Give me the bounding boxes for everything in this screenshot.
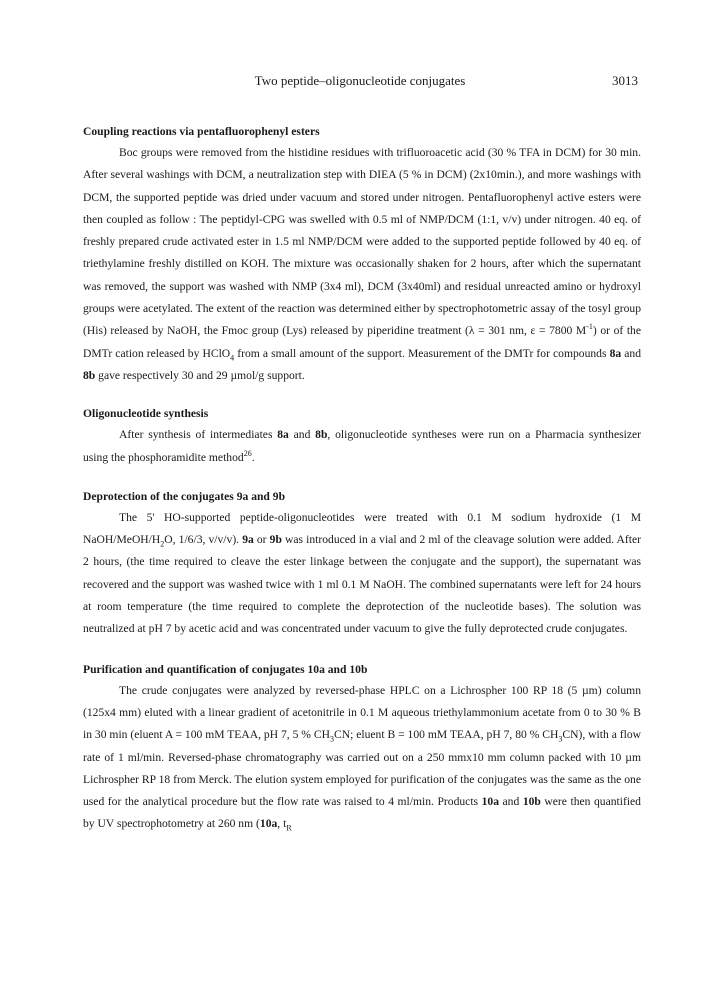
text-run: . bbox=[251, 450, 255, 464]
section-heading: Deprotection of the conjugates 9a and 9b bbox=[83, 489, 286, 503]
text-run: was introduced in a vial and 2 ml of the cleavage solution were added. After 2 hours, (the time required to cleave the ester linkage between the conjugate and the support), the supernatant was recovered and the support was washed twice with 1 ml 0.1 M NaOH. The combined supernatants were left for 24 hours at room temperature (the time required to complete the deprotection of the nucleotide bases). The solution was neutralized at pH 7 by acetic acid and was concentrated under vacuum to give the fully deprotected crude conjugates. bbox=[83, 533, 641, 636]
compound-label: 10a bbox=[481, 795, 499, 809]
text-run: O, 1/6/3, v/v/v). bbox=[164, 533, 243, 547]
text-run: ) or of the DMTr cation released by HClO bbox=[83, 324, 641, 360]
compound-label: 9a bbox=[242, 533, 254, 547]
superscript: -1 bbox=[586, 322, 593, 332]
subscript: 3 bbox=[329, 734, 334, 744]
compound-label: 8b bbox=[83, 368, 96, 382]
section-coupling bbox=[83, 121, 641, 387]
text-run: gave respectively 30 and 29 µmol/g support. bbox=[95, 368, 305, 382]
paragraph bbox=[83, 507, 641, 641]
text-run: CN), with a flow rate of 1 ml/min. Reversed-phase chromatography was carried out on a 250 mmx10 mm column packed with 10 µm Lichrospher RP 18 from Merck. The elution system employed for purification of the conjugates was the same as the one used for the analytical procedure but the flow rate was raised to 4 ml/min. Products bbox=[83, 728, 641, 809]
text-run: Boc groups were removed from the histidine residues with trifluoroacetic acid (30 % TFA in DCM) for 30 min. After several washings with DCM, a neutralization step with DIEA (5 % in DCM) (2x10min.), and more washings with DCM, the supported peptide was dried under vacuum and stored under nitrogen. Pentafluorophenyl active esters were then coupled as follow : The peptidyl-CPG was swelled with 0.5 ml of NMP/DCM (1:1, v/v) under nitrogen. 40 eq. of freshly prepared crude activated ester in 1.5 ml NMP/DCM were added to the supported peptide followed by 40 eq. of triethylamine freshly distilled on KOH. The mixture was occasionally shaken for 2 hours, after which the supernatant was removed, the support was washed with NMP (3x4 ml), DCM (3x40ml) and residual unreacted amino or hydroxyl groups were acetylated. The extent of the reaction was determined either by spectrophotometric assay of the tosyl group (His) released by NaOH, the Fmoc group (Lys) released by piperidine treatment (λ = 301 nm, ε = 7800 M bbox=[83, 146, 641, 338]
subscript: R bbox=[286, 823, 292, 833]
section-deprotection bbox=[83, 486, 641, 641]
section-heading: Coupling reactions via pentafluorophenyl esters bbox=[83, 125, 320, 138]
section-heading: Oligonucleotide synthesis bbox=[83, 407, 209, 421]
text-run: , oligonucleotide syntheses were run on a Pharmacia synthesizer using the phosphoramidite method bbox=[83, 428, 641, 464]
page-number: 3013 bbox=[612, 73, 638, 88]
subscript: 3 bbox=[558, 734, 563, 744]
text-run: The crude conjugates were analyzed by reversed-phase HPLC on a Lichrospher 100 RP 18 (5 µm) column (125x4 mm) eluted with a linear gradient of acetonitrile in 0.1 M aqueous triethylammonium acetate from 0 to 30 % B in 30 min (eluent A = 100 mM TEAA, pH 7, 5 % CH bbox=[83, 683, 641, 742]
section-heading: Purification and quantification of conjugates 10a and 10b bbox=[83, 662, 368, 676]
text-run: from a small amount of the support. Measurement of the DMTr for compounds bbox=[234, 346, 610, 360]
compound-label: 8b bbox=[315, 428, 328, 442]
text-run: were then quantified by UV spectrophotometry at 260 nm ( bbox=[83, 795, 641, 831]
text-run: and bbox=[288, 428, 316, 442]
text-run: , t bbox=[277, 817, 287, 831]
subscript: 4 bbox=[230, 352, 235, 362]
compound-label: 10a bbox=[259, 817, 278, 831]
citation-superscript: 26 bbox=[243, 448, 252, 458]
section-purification bbox=[83, 659, 641, 836]
paragraph bbox=[83, 424, 641, 469]
running-title: Two peptide–oligonucleotide conjugates bbox=[254, 73, 466, 88]
compound-label: 8a bbox=[277, 428, 289, 442]
compound-label: 9b bbox=[269, 533, 282, 547]
subscript: 2 bbox=[160, 539, 165, 549]
paragraph bbox=[83, 142, 641, 387]
compound-label: 10b bbox=[522, 795, 541, 809]
text-run: CN; eluent B = 100 mM TEAA, pH 7, 80 % CH bbox=[333, 728, 559, 742]
article-body bbox=[83, 121, 641, 836]
section-oligonucleotide-synthesis bbox=[83, 403, 641, 469]
compound-label: 8a bbox=[609, 346, 622, 360]
text-run: and bbox=[621, 346, 641, 360]
paragraph bbox=[83, 680, 641, 836]
text-run: and bbox=[498, 795, 523, 809]
text-run: After synthesis of intermediates bbox=[119, 428, 278, 442]
text-run: or bbox=[253, 533, 270, 547]
text-run: The 5' HO-supported peptide-oligonucleotides were treated with 0.1 M sodium hydroxide (1 M NaOH/MeOH/H bbox=[83, 510, 641, 547]
